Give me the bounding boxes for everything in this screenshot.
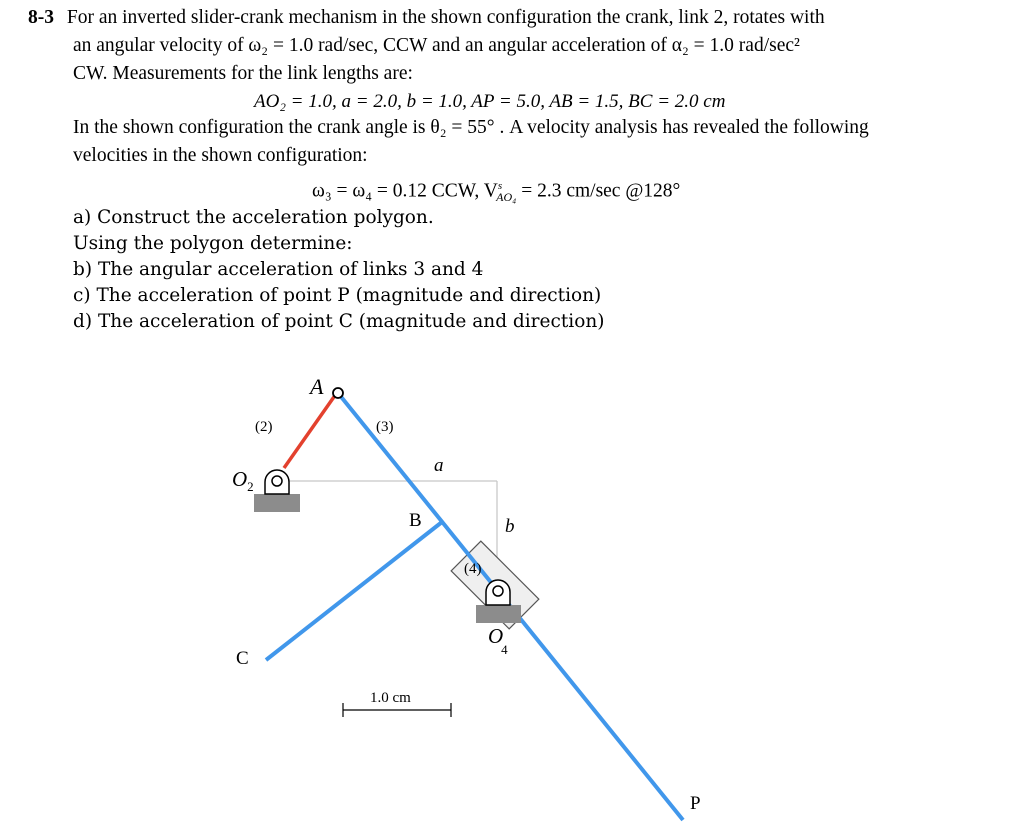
crank-link-2 — [284, 394, 336, 468]
problem-number: 8-3 — [28, 7, 54, 28]
pin-a — [333, 388, 343, 398]
problem-line-3: CW. Measurements for the link lengths are: — [73, 63, 413, 84]
link-3-branch — [266, 522, 442, 660]
label-a-length: a — [434, 455, 444, 476]
o4-pin — [493, 586, 503, 596]
o2-pin — [272, 476, 282, 486]
problem-line-4: In the shown configuration the crank angle is θ₂ = 55° . A velocity analysis has revealed the following — [73, 117, 869, 138]
label-o4 — [488, 624, 508, 658]
velocity-tail: = 2.3 cm/sec @128° — [516, 180, 681, 202]
part-a: a) Construct the acceleration polygon. — [73, 207, 434, 228]
label-o2-main: O — [232, 467, 248, 491]
label-o2-sub: 2 — [247, 479, 254, 495]
label-b-length: b — [505, 516, 515, 537]
problem-line-2: an angular velocity of ω₂ = 1.0 rad/sec, CCW and an angular acceleration of α₂ = 1.0 rad/sec² — [73, 35, 800, 56]
label-link-2: (2) — [255, 419, 273, 435]
label-c-point: C — [236, 648, 249, 669]
label-o4-main: O — [488, 624, 504, 648]
label-o4-sub: 4 — [501, 642, 508, 658]
label-b-point: B — [409, 510, 422, 531]
part-b: b) The angular acceleration of links 3 and 4 — [73, 259, 484, 280]
problem-line-5: velocities in the shown configuration: — [73, 145, 368, 166]
scale-label: 1.0 cm — [370, 690, 411, 706]
part-c: c) The acceleration of point P (magnitude and direction) — [73, 285, 602, 306]
part-d: d) The acceleration of point C (magnitude and direction) — [73, 311, 605, 332]
label-link-3: (3) — [376, 419, 394, 435]
label-p-point: P — [690, 793, 701, 814]
velocity-subscript: AO₄ — [496, 190, 517, 205]
label-o2 — [232, 467, 254, 495]
problem-text-1: For an inverted slider-crank mechanism in the shown configuration the crank, link 2, rotates with — [66, 7, 825, 28]
o2-ground — [254, 494, 300, 512]
part-intro: Using the polygon determine: — [73, 233, 353, 254]
link-lengths: AO₂ = 1.0, a = 2.0, b = 1.0, AP = 5.0, AB = 1.5, BC = 2.0 cm — [254, 91, 726, 112]
velocity-superscript: s — [497, 180, 503, 192]
label-a-point: A — [310, 374, 324, 399]
label-link-4: (4) — [464, 561, 482, 577]
o4-ground — [476, 605, 521, 623]
velocity-main: ω₃ = ω₄ = 0.12 CCW, V — [312, 180, 498, 202]
